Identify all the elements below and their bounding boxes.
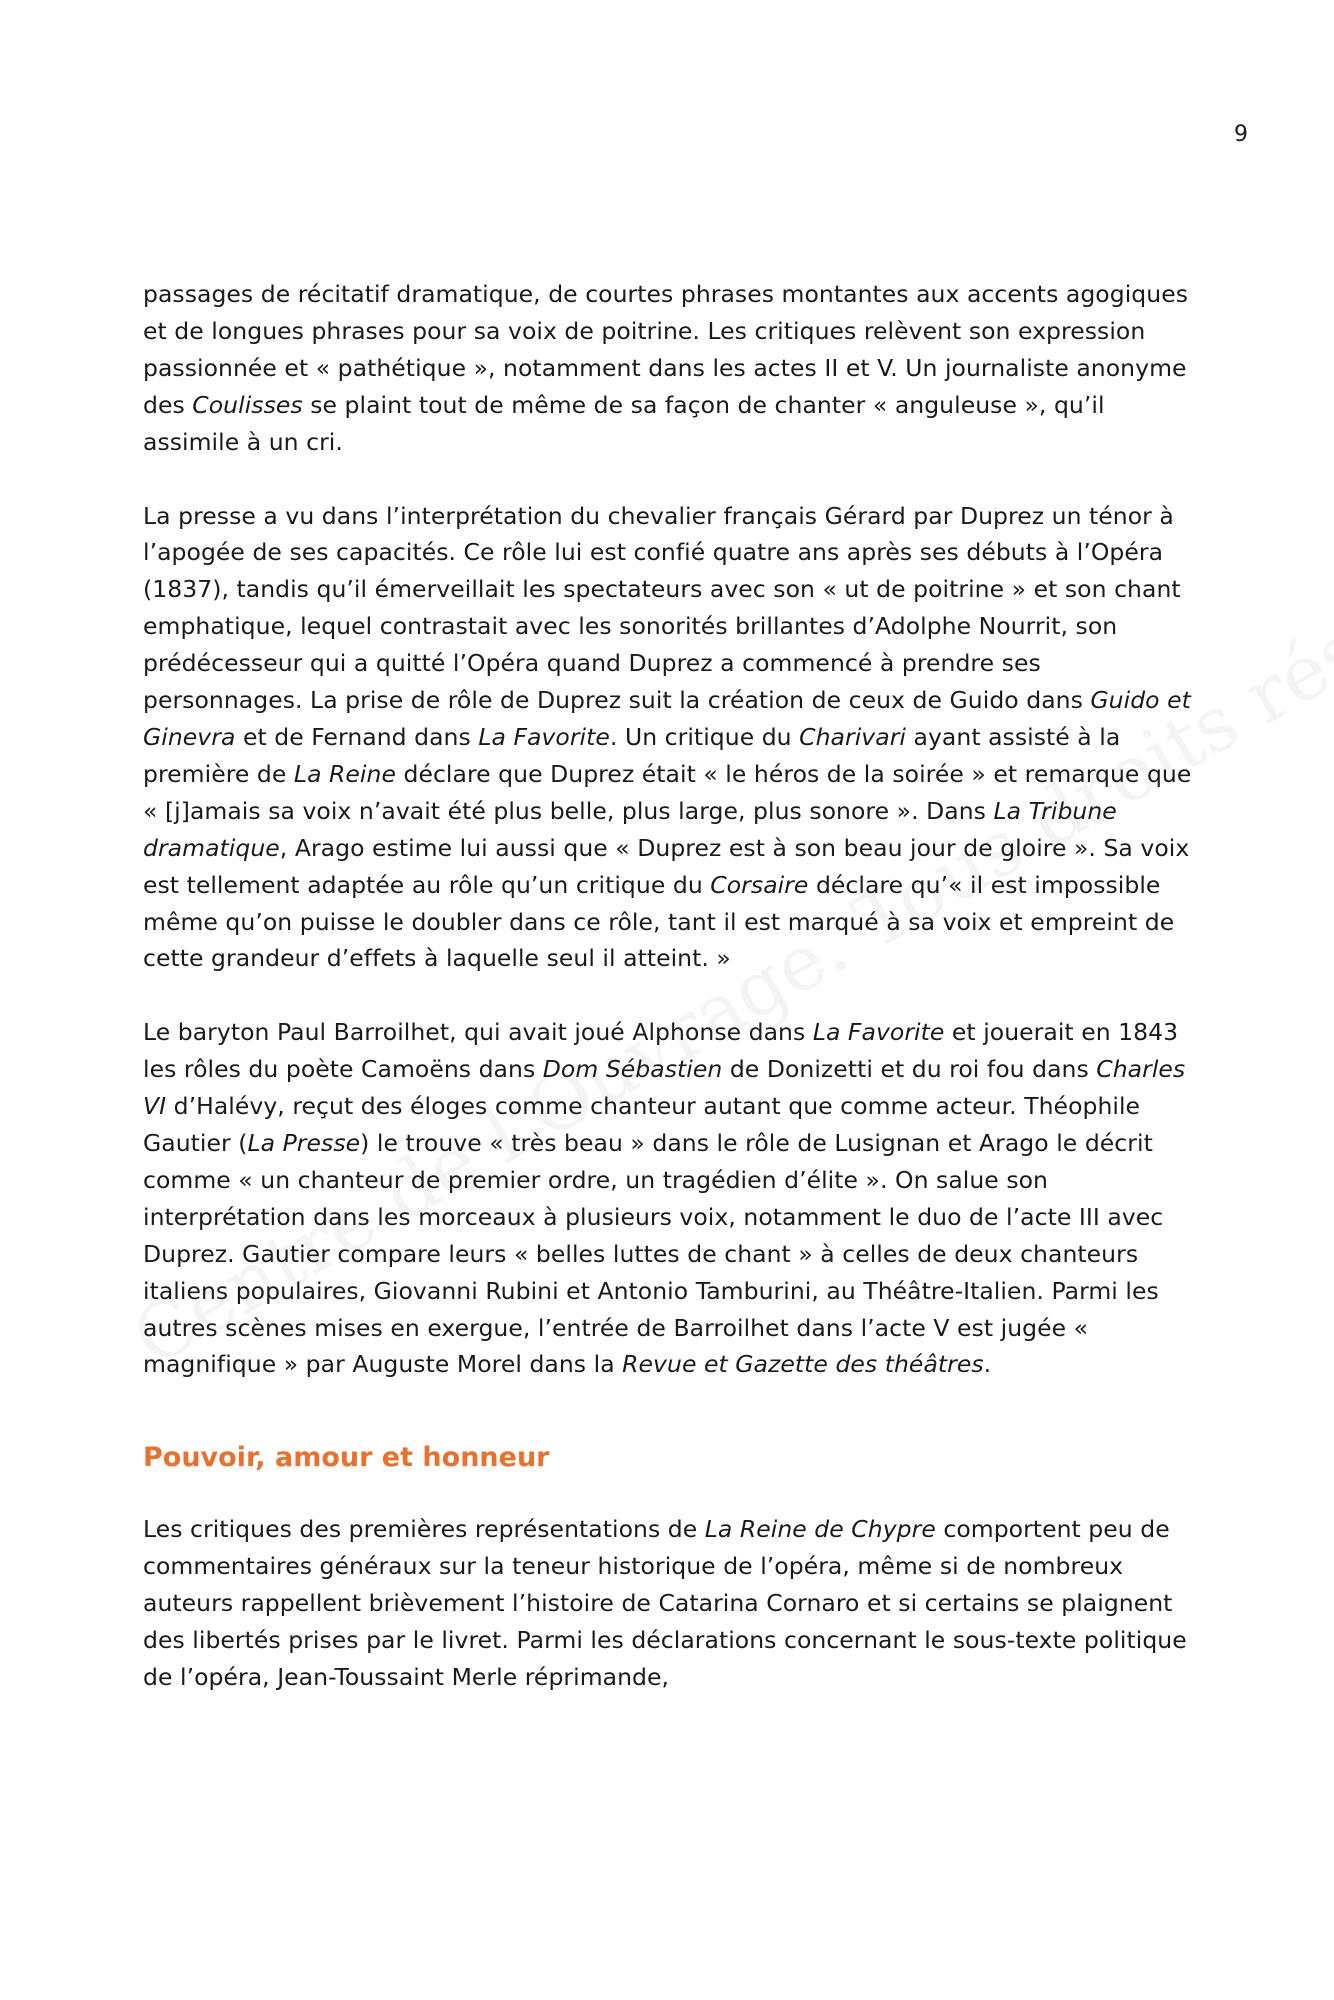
text-run: passages de récitatif dramatique, de courtes phrases montantes aux accents agogiques et de longues phrases pour sa voix de poitrine. Les critiques relèvent son expression passionnée et « pathétique », notamment dans les actes II et V. Un journaliste anonyme des [143, 280, 1188, 419]
text-run: déclare qu’« il est impossible même qu’on puisse le doubler dans ce rôle, tant il est marqué à sa voix et empreint de cette grandeur d’effets à laquelle seul il atteint. » [143, 870, 1175, 973]
italic-title: La Favorite [478, 722, 610, 751]
italic-title: La Reine de Chypre [704, 1515, 936, 1544]
italic-title: Guido et Ginevra [143, 686, 1191, 751]
italic-title: Corsaire [710, 870, 809, 899]
text-run: ayant assisté à la première de [143, 722, 1121, 788]
italic-title: La Tribune dramatique [143, 796, 1117, 862]
paragraph [143, 1014, 1203, 1383]
text-run: . [983, 1350, 992, 1379]
text-run: comportent peu de commentaires généraux sur la teneur historique de l’opéra, même si de nombreux auteurs rappellent brièvement l’histoire de Catarina Cornaro et si certains se plaignent des libertés prises par le livret. Parmi les déclarations concernant le sous-texte politique de l’opéra, Jean-Toussaint Merle réprimande, [143, 1515, 1187, 1691]
italic-title: La Reine [293, 759, 396, 788]
italic-title: Charles VI [143, 1055, 1186, 1121]
text-run: d’Halévy, reçut des éloges comme chanteur autant que comme acteur. Théophile Gautier ( [143, 1092, 1141, 1158]
text-run: , Arago estime lui aussi que « Duprez est à son beau jour de gloire ». Sa voix est tellement adaptée au rôle qu’un critique du [143, 833, 1190, 899]
italic-title: Dom Sébastien [542, 1055, 723, 1084]
text-run: Le baryton Paul Barroilhet, qui avait joué Alphonse dans [143, 1018, 813, 1047]
text-run: et de Fernand dans [235, 722, 479, 751]
italic-title: Coulisses [192, 390, 303, 419]
italic-title: La Presse [247, 1129, 361, 1158]
italic-title: Revue et Gazette des théâtres [622, 1350, 984, 1379]
text-run: et jouerait en 1843 les rôles du poète Camoëns dans [143, 1018, 1179, 1084]
italic-title: La Favorite [812, 1018, 945, 1047]
paragraph [143, 498, 1203, 978]
paragraph [143, 1511, 1203, 1696]
page-number: 9 [1234, 122, 1248, 147]
text-run: de Donizetti et du roi fou dans [722, 1055, 1097, 1084]
text-run: La presse a vu dans l’interprétation du chevalier français Gérard par Duprez un ténor à l’apogée de ses capacités. Ce rôle lui est confié quatre ans après ses débuts à l’Opéra (1837), tandis qu’il émerveillait les spectateurs avec son « ut de poitrine » et son chant emphatique, lequel contrastait avec les sonorités brillantes d’Adolphe Nourrit, son prédécesseur qui a quitté l’Opéra quand Duprez a commencé à prendre ses personnages. La prise de rôle de Duprez suit la création de ceux de Guido dans [143, 501, 1181, 715]
text-run: Les critiques des premières représentations de [143, 1515, 705, 1544]
section-heading: Pouvoir, amour et honneur [143, 1442, 550, 1474]
paragraph [143, 276, 1203, 461]
italic-title: Charivari [799, 722, 906, 751]
text-run: . Un critique du [609, 722, 800, 751]
page-body [143, 276, 1203, 1733]
text-run: ) le trouve « très beau » dans le rôle de Lusignan et Arago le décrit comme « un chanteur de premier ordre, un tragédien d’élite ». On salue son interprétation dans les morceaux à plusieurs voix, notamment le duo de l’acte III avec Duprez. Gautier compare leurs « belles luttes de chant » à celles de deux chanteurs italiens populaires, Giovanni Rubini et Antonio Tamburini, au Théâtre-Italien. Parmi les autres scènes mises en exergue, l’entrée de Barroilhet dans l’acte V est jugée « magnifique » par Auguste Morel dans la [143, 1129, 1164, 1379]
text-run: déclare que Duprez était « le héros de la soirée » et remarque que « [j]amais sa voix n’avait été plus belle, plus large, plus sonore ». Dans [143, 759, 1192, 825]
text-run: se plaint tout de même de sa façon de chanter « anguleuse », qu’il assimile à un cri. [143, 390, 1105, 456]
